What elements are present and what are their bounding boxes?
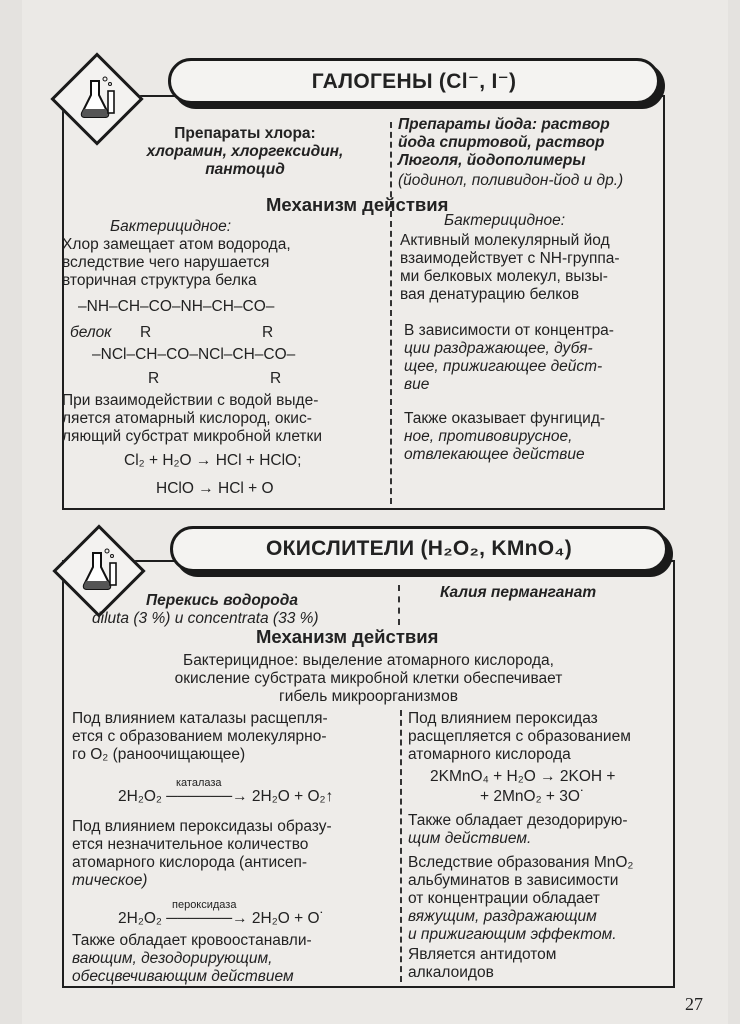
protein-chain: –NH–CH–CO–NH–CH–CO– [78, 298, 275, 315]
concentration-text: щее, прижигающее дейст- [404, 358, 603, 375]
protein-label: белок [70, 324, 112, 341]
water-text: При взаимодействии с водой выде- [62, 392, 319, 409]
equation: 2KMnO₄ + H₂O → 2KOH + [430, 768, 616, 785]
also-text: ное, противовирусное, [404, 428, 573, 445]
enzyme-label: пероксидаза [172, 899, 237, 911]
iodine-text: Активный молекулярный йод [400, 232, 610, 249]
iodine-preparations-list: (йодинол, поливидон-йод и др.) [398, 172, 624, 189]
flask-icon [67, 69, 127, 129]
antidote-text: Является антидотом [408, 946, 557, 963]
also-text: Также обладает кровоостанавли- [72, 932, 312, 949]
common-mechanism: Бактерицидное: выделение атомарного кислорода, [183, 652, 554, 669]
concentration-text: ции раздражающее, дубя- [404, 340, 593, 357]
mno2-text: и прижигающим эффектом. [408, 926, 617, 943]
mno2-text: Вследствие образования MnO₂ [408, 854, 634, 871]
also-text: вающим, дезодорирующим, [72, 950, 273, 967]
chlorine-text: Хлор замещает атом водорода, [62, 236, 291, 253]
catalase-text: Под влиянием каталазы расщепля- [72, 710, 328, 727]
bactericidal-label: Бактерицидное: [444, 212, 566, 229]
radical-label: R [140, 324, 152, 341]
column-divider [398, 585, 400, 625]
peroxidase-text: Под влиянием пероксидазы образу- [72, 818, 332, 835]
permanganate-text: атомарного кислорода [408, 746, 571, 763]
peroxide-label: Перекись водорода [146, 592, 298, 609]
radical-label: R [270, 370, 282, 387]
also-text: отвлекающее действие [404, 446, 585, 463]
also-text: Также обладает дезодорирую- [408, 812, 628, 829]
chlorine-preparations-list: пантоцид [205, 161, 285, 178]
peroxidase-text: атомарного кислорода (антисеп- [72, 854, 308, 871]
also-text: Также оказывает фунгицид- [404, 410, 606, 427]
permanganate-label: Калия перманганат [440, 584, 597, 601]
radical-label: R [148, 370, 160, 387]
chlorine-preparations-list: хлорамин, хлоргексидин, [146, 143, 344, 160]
iodine-text: вая денатурацию белков [400, 286, 580, 303]
iodine-preparations-list: Люголя, йодополимеры [398, 152, 586, 169]
column-divider [390, 122, 392, 504]
water-text: ляющий субстрат микробной клетки [62, 428, 322, 445]
antidote-text: алкалоидов [408, 964, 494, 981]
column-divider [400, 710, 402, 982]
chlorine-text: вторичная структура белка [62, 272, 257, 289]
page-number: 27 [685, 994, 703, 1014]
iodine-preparations-label: Препараты йода: раствор [398, 116, 610, 133]
concentration-text: В зависимости от концентра- [404, 322, 614, 339]
mechanism-heading: Механизм действия [256, 626, 439, 647]
equation: + 2MnO₂ + 3O˙ [480, 788, 586, 805]
water-text: ляется атомарный кислород, окис- [62, 410, 312, 427]
chlorinated-chain: –NCl–CH–CO–NCl–CH–CO– [92, 346, 296, 363]
enzyme-label: каталаза [176, 777, 222, 789]
permanganate-text: расщепляется с образованием [408, 728, 631, 745]
catalase-text: го O₂ (раноочищающее) [72, 746, 246, 763]
iodine-text: взаимодействует с NH-группа- [400, 250, 620, 267]
chlorine-text: вследствие чего нарушается [62, 254, 270, 271]
mno2-text: вяжущим, раздражающим [408, 908, 597, 925]
peroxidase-text: тическое) [72, 872, 148, 889]
concentration-text: вие [404, 376, 430, 393]
equation: Cl₂ + H₂O → HCl + HClO; [124, 452, 302, 469]
mechanism-heading: Механизм действия [266, 194, 449, 215]
bactericidal-label: Бактерицидное: [110, 218, 232, 235]
equation: 2H₂O₂ ──────→ 2H₂O + O₂↑ [118, 788, 334, 805]
chlorine-preparations-label: Препараты хлора: [174, 125, 316, 142]
equation: HClO → HCl + O [156, 480, 274, 497]
common-mechanism: гибель микроорганизмов [279, 688, 458, 705]
iodine-text: ми белковых молекул, вызы- [400, 268, 608, 285]
mno2-text: альбуминатов в зависимости [408, 872, 619, 889]
oxidizers-title: ОКИСЛИТЕЛИ (H₂O₂, KMnO₄) [170, 526, 668, 572]
peroxidase-text: ется незначительное количество [72, 836, 309, 853]
also-text: обесцвечивающим действием [72, 968, 294, 985]
catalase-text: ется с образованием молекулярно- [72, 728, 327, 745]
flask-icon [69, 541, 129, 601]
peroxide-concentrations: diluta (3 %) и concentrata (33 %) [92, 610, 319, 627]
radical-label: R [262, 324, 274, 341]
equation: 2H₂O₂ ──────→ 2H₂O + O˙ [118, 910, 325, 927]
iodine-preparations-list: йода спиртовой, раствор [398, 134, 605, 151]
mno2-text: от концентрации обладает [408, 890, 600, 907]
also-text: щим действием. [408, 830, 532, 847]
common-mechanism: окисление субстрата микробной клетки обеспечивает [174, 670, 563, 687]
halogens-title: ГАЛОГЕНЫ (Cl⁻, I⁻) [168, 58, 660, 104]
permanganate-text: Под влиянием пероксидаз [408, 710, 598, 727]
